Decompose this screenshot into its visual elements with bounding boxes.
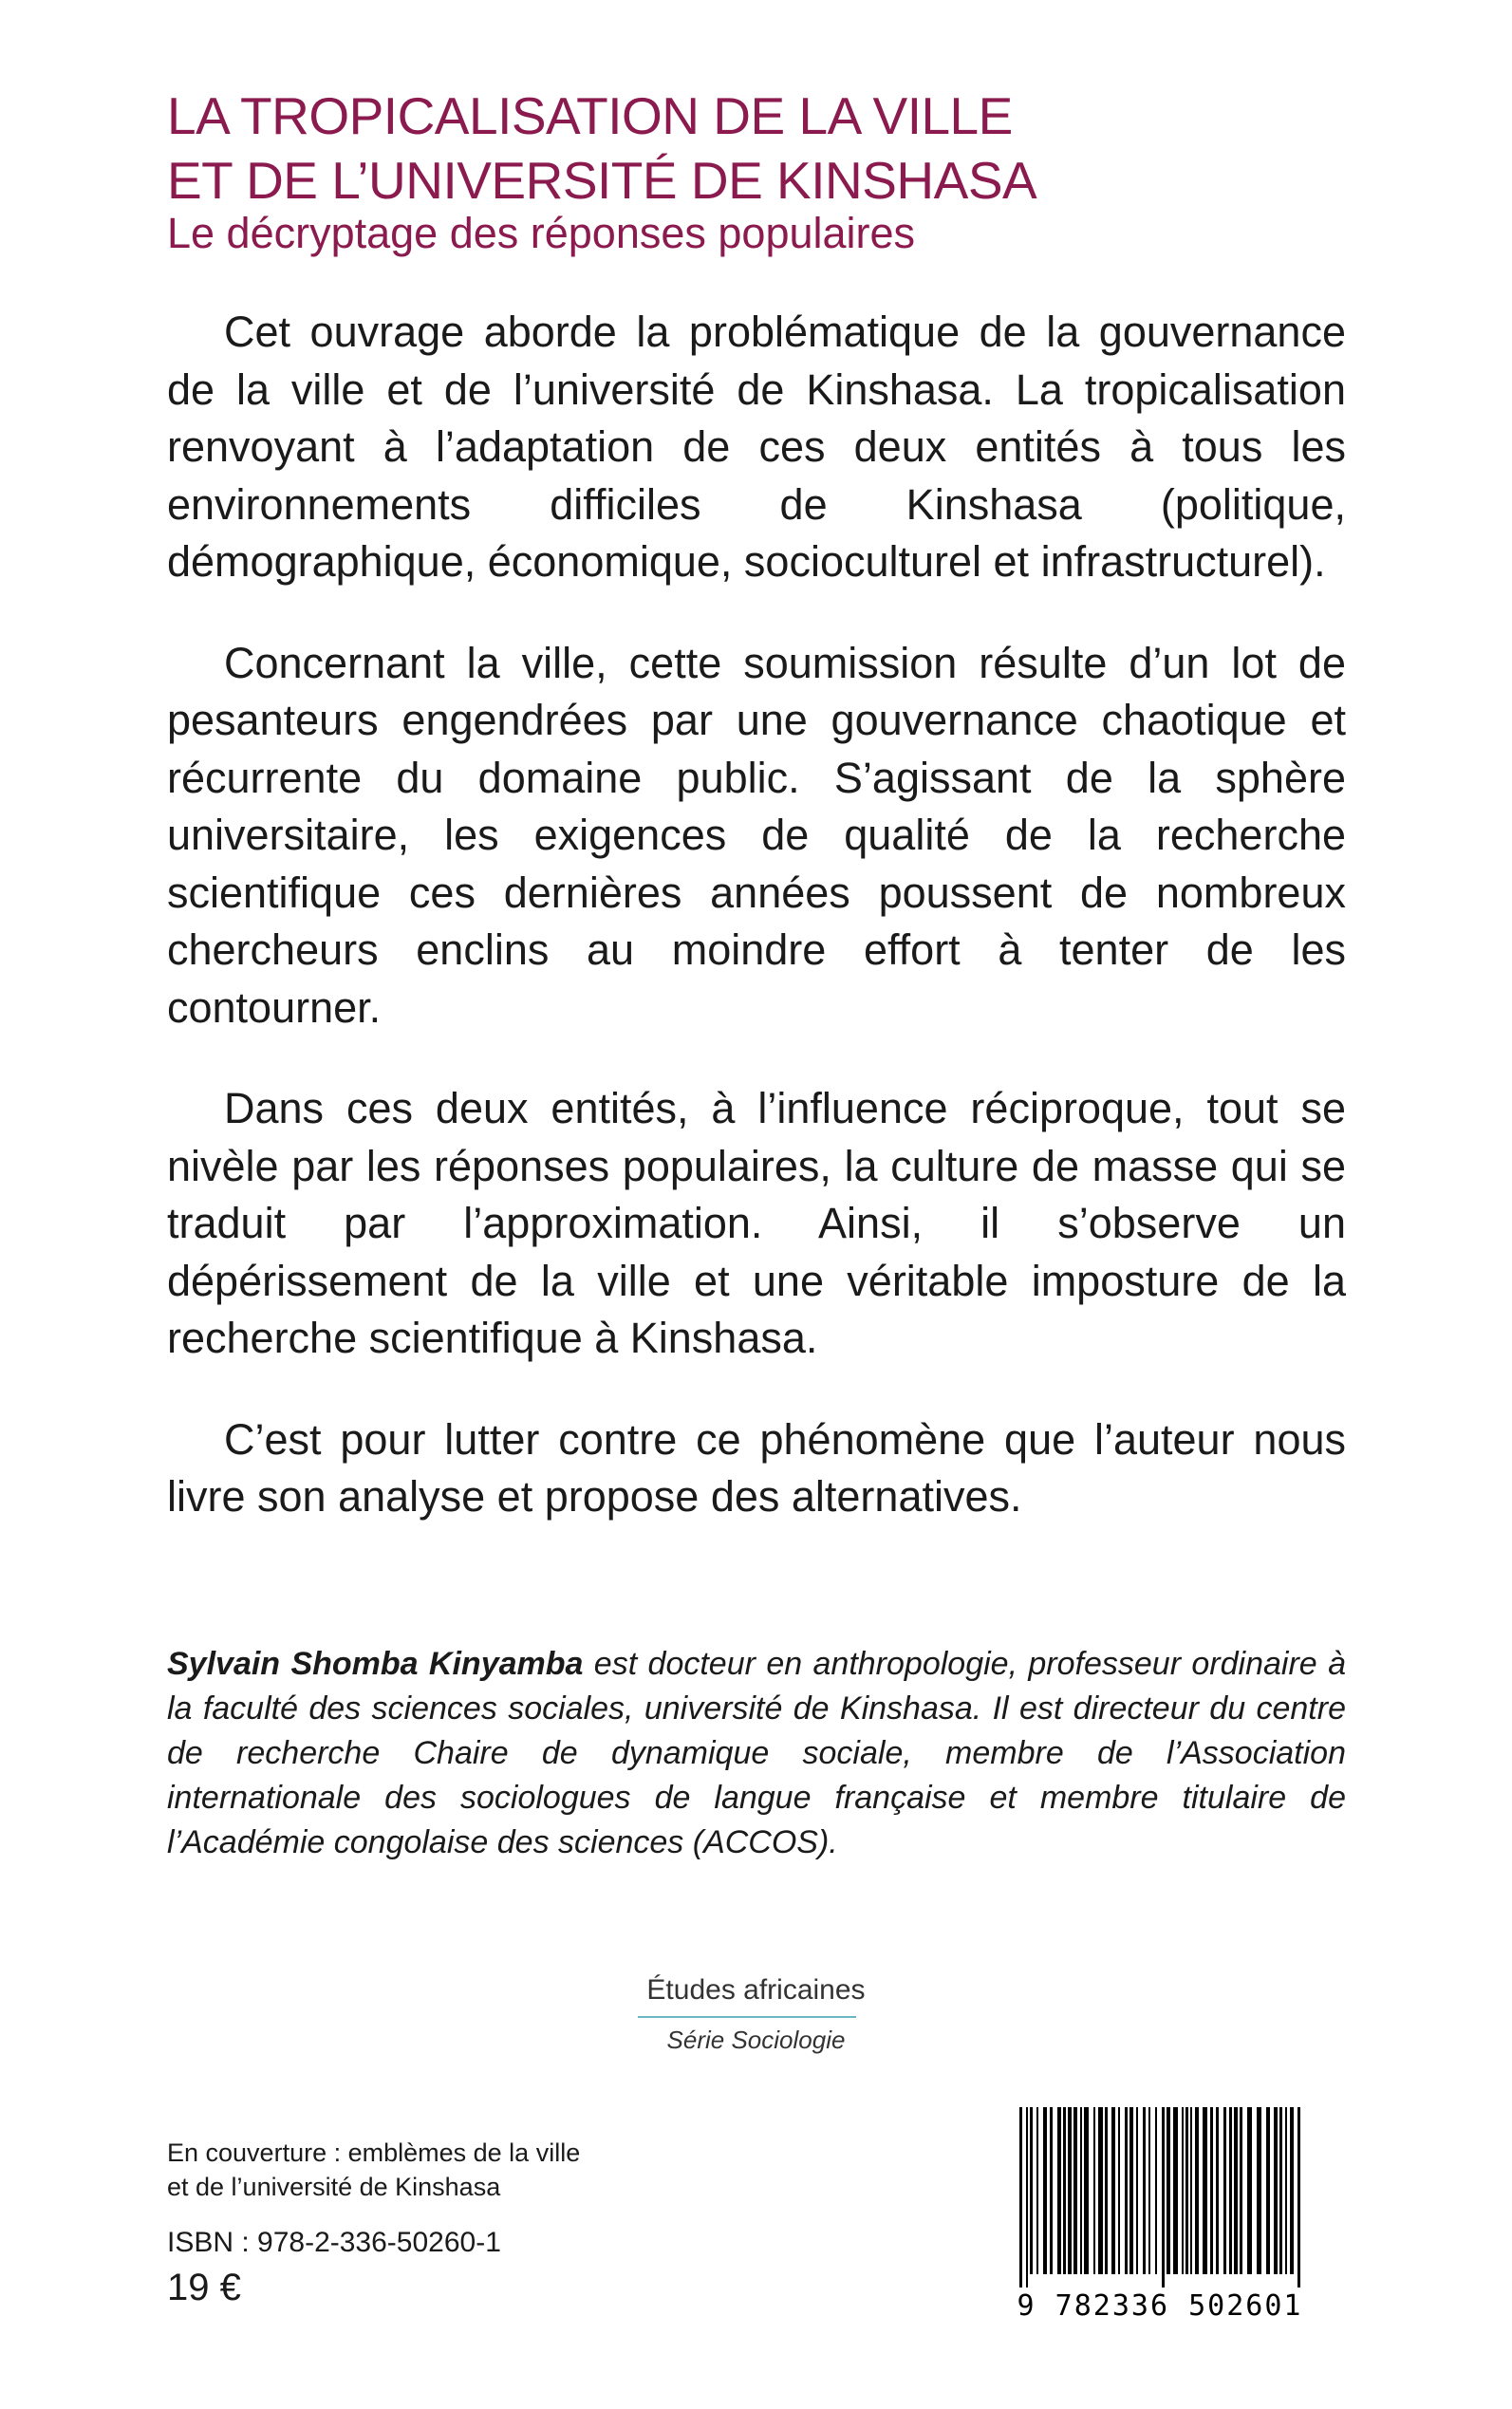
book-title (167, 84, 1363, 213)
summary-paragraph-1: Cet ouvrage aborde la problématique de la gouvernance de la ville et de l’université de Kinshasa. La tropicalisation renvoyant à l’adaptation de ces deux entités à tous les environnements difficiles de Kinshasa (politique, démographique, économique, socioculturel et infrastructurel). (167, 308, 1346, 586)
series-subseries: Série Sociologie (666, 2026, 846, 2054)
cover-credit-line-2: et de l’université de Kinshasa (167, 2173, 501, 2201)
title-line-1: LA TROPICALISATION DE LA VILLE (167, 86, 1013, 145)
series-name: Études africaines (646, 1974, 866, 2006)
author-bio-text: est docteur en anthropologie, professeur ordinaire à la faculté des sciences sociales, université de Kinshasa. Il est directeur du centre de recherche Chaire de dynamique sociale, membre de l’Association internationale des sociologues de langue française et membre titulaire de l’Académie congolaise des sciences (ACCOS). (167, 1646, 1346, 1860)
price: 19 € (167, 2267, 241, 2308)
barcode-digits: 9 782336 502601 (1017, 2289, 1303, 2323)
cover-credit-line-1: En couverture : emblèmes de la ville (167, 2138, 581, 2167)
cover-credit (167, 2136, 699, 2204)
book-subtitle: Le décryptage des réponses populaires (167, 209, 916, 257)
barcode (999, 2107, 1321, 2325)
summary-paragraph-2: Concernant la ville, cette soumission résulte d’un lot de pesanteurs engendrées par une gouvernance chaotique et récurrente du domaine public. S’agissant de la sphère universitaire, les exigences de qualité de la recherche scientifique ces dernières années poussent de nombreux chercheurs enclins au moindre effort à tenter de les contourner. (167, 638, 1346, 1032)
barcode-bars (999, 2107, 1321, 2288)
summary-paragraph-3: Dans ces deux entités, à l’influence réciproque, tout se nivèle par les réponses populaires, la culture de masse qui se traduit par l’approximation. Ainsi, il s’observe un dépérissement de la ville et une véritable imposture de la recherche scientifique à Kinshasa. (167, 1084, 1346, 1362)
title-line-2: ET DE L’UNIVERSITÉ DE KINSHASA (167, 151, 1037, 210)
author-bio (167, 1642, 1346, 1865)
summary-text (167, 304, 1346, 1570)
series-divider (638, 2016, 856, 2018)
summary-paragraph-4: C’est pour lutter contre ce phénomène que l’auteur nous livre son analyse et propose des alternatives. (167, 1414, 1346, 1521)
author-name: Sylvain Shomba Kinyamba (167, 1646, 584, 1682)
isbn: ISBN : 978-2-336-50260-1 (167, 2227, 501, 2258)
